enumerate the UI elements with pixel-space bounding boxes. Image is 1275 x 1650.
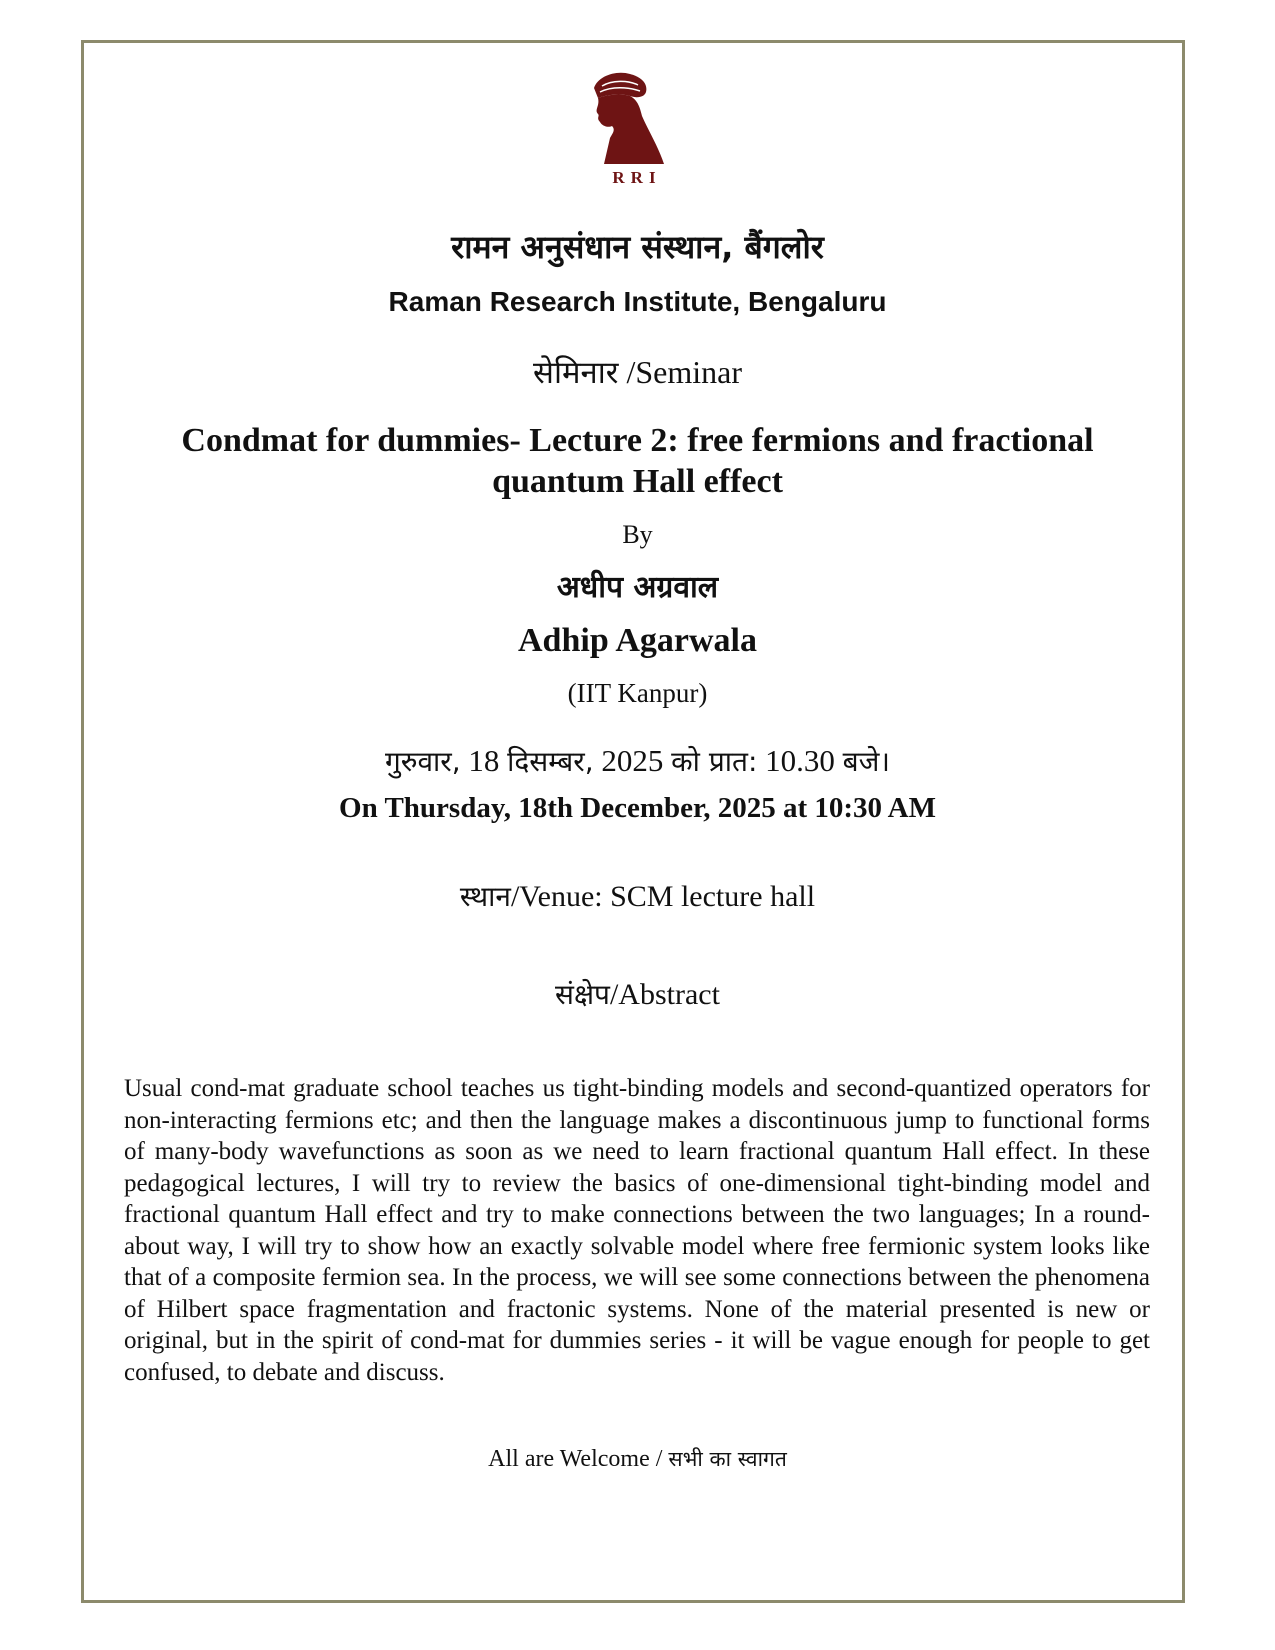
welcome-hindi: सभी का स्वागत [668,1447,787,1471]
hindi-year: 2025 [593,743,672,778]
institute-name: Raman Research Institute, Bengaluru [388,286,887,317]
hindi-day: गुरुवार, [384,745,461,778]
speaker-affiliation: (IIT Kanpur) [567,678,708,708]
event-type [0,351,1275,393]
rri-logo [572,68,702,196]
institute-name-hindi: रामन अनुसंधान संस्थान, बैंगलोर [451,228,824,266]
speaker-name: Adhip Agarwala [518,622,757,659]
venue [0,877,1275,915]
event-type-english: /Seminar [618,354,742,390]
seminar-title: Condmat for dummies- Lecture 2: free fermions and fractional quantum Hall effect [181,422,1094,500]
portrait-silhouette-icon [572,68,702,168]
speaker-name-hindi: अधीप अग्रवाल [556,570,719,605]
hindi-date-num: 18 [460,743,508,778]
hindi-month: दिसम्बर, [507,745,594,778]
venue-label-hindi: स्थान [459,880,511,913]
schedule-english: On Thursday, 18th December, 2025 at 10:30 AM [339,792,936,824]
abstract-heading [0,975,1275,1013]
hindi-at: को प्रात: [671,745,758,778]
welcome-note [0,1445,1275,1473]
abstract-label-hindi: संक्षेप [555,978,610,1011]
schedule-hindi [0,742,1275,780]
welcome-english: All are Welcome / [488,1446,669,1472]
event-type-hindi: सेमिनार [533,355,619,391]
hindi-end: बजे। [842,745,891,778]
venue-english: /Venue: SCM lecture hall [510,880,816,913]
abstract-label-english: /Abstract [609,978,720,1011]
hindi-time: 10.30 [757,743,843,778]
abstract-text: Usual cond-mat graduate school teaches us tight-binding models and second-quantized operators for non-interacting fermions etc; and then the language makes a discontinuous jump to functional forms of many-body wavefunctions as soon as we need to learn fractional quantum Hall effect. In these pedagogical lectures, I will try to review the basics of one-dimensional tight-binding model and fractional quantum Hall effect and try to make connections between the two languages; In a round-about way, I will try to show how an exactly solvable model where free fermionic system looks like that of a composite fermion sea. In the process, we will see some connections between the phenomena of Hilbert space fragmentation and fractonic systems. None of the material presented is new or original, but in the spirit of cond-mat for dummies series - it will be vague enough for people to get confused, to debate and discuss. [124,1075,1150,1386]
by-label: By [622,520,653,549]
logo-text: RRI [612,168,662,187]
